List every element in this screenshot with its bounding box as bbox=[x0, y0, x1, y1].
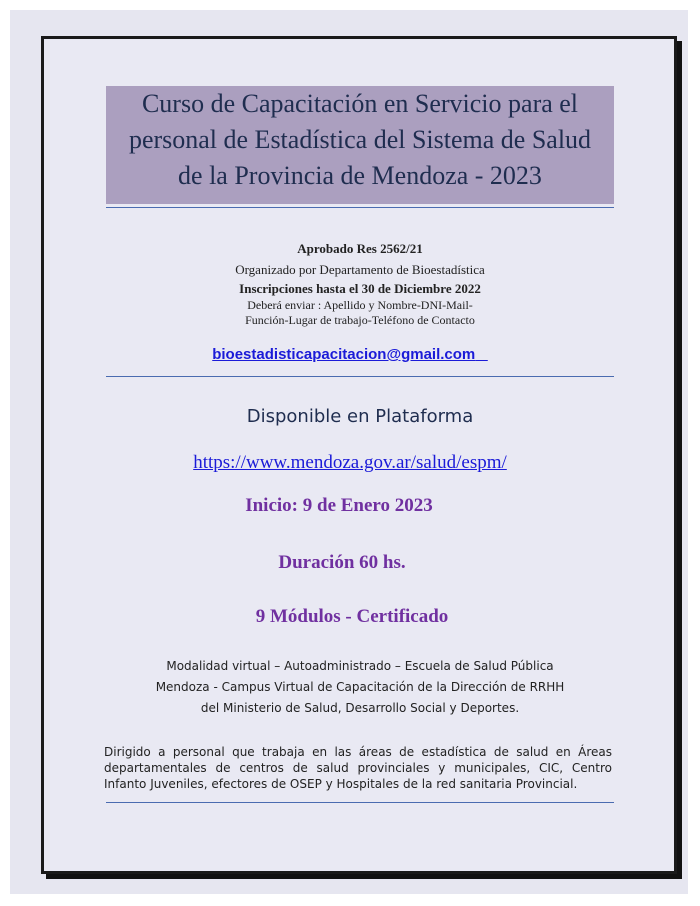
course-title-banner bbox=[106, 86, 614, 204]
requirements-line-1: Deberá enviar : Apellido y Nombre-DNI-Mail- bbox=[247, 298, 473, 312]
organizer-text: Organizado por Departamento de Bioestadística bbox=[235, 262, 485, 277]
course-title-line-3: de la Provincia de Mendoza - 2023 bbox=[178, 161, 542, 190]
requirements-line-2: Función-Lugar de trabajo-Teléfono de Contacto bbox=[245, 313, 475, 327]
platform-label: Disponible en Plataforma bbox=[246, 406, 474, 427]
title-divider bbox=[106, 207, 614, 208]
modality-line-1: Modalidad virtual – Autoadministrado – Escuela de Salud Pública bbox=[166, 659, 554, 673]
course-title-line-2: personal de Estadística del Sistema de Salud bbox=[128, 125, 592, 154]
start-date: Inicio: 9 de Enero 2023 bbox=[245, 495, 433, 516]
target-audience-paragraph: Dirigido a personal que trabaja en las áreas de estadística de salud en Áreas departamentales de centros de salud provinciales y municipales, CIC, Centro Infanto Juveniles, efectores de OSEP y Hospitales de la red sanitaria Provincial. bbox=[104, 745, 612, 791]
modality-line-3: del Ministerio de Salud, Desarrollo Social y Deportes. bbox=[200, 701, 520, 715]
modality-line-2: Mendoza - Campus Virtual de Capacitación de la Dirección de RRHH bbox=[155, 680, 565, 694]
modality-description bbox=[106, 656, 614, 719]
course-title-line-1: Curso de Capacitación en Servicio para el bbox=[141, 89, 579, 118]
platform-url-link[interactable]: https://www.mendoza.gov.ar/salud/espm/ bbox=[193, 452, 507, 473]
course-duration: Duración 60 hs. bbox=[278, 552, 406, 573]
modules-certificate: 9 Módulos - Certificado bbox=[255, 606, 449, 627]
email-divider bbox=[106, 376, 614, 377]
footer-divider bbox=[106, 802, 614, 803]
contact-email-link[interactable]: bioestadisticapacitacion@gmail.com bbox=[212, 346, 476, 363]
approval-resolution: Aprobado Res 2562/21 bbox=[297, 241, 423, 256]
registration-deadline: Inscripciones hasta el 30 de Diciembre 2022 bbox=[239, 281, 481, 296]
